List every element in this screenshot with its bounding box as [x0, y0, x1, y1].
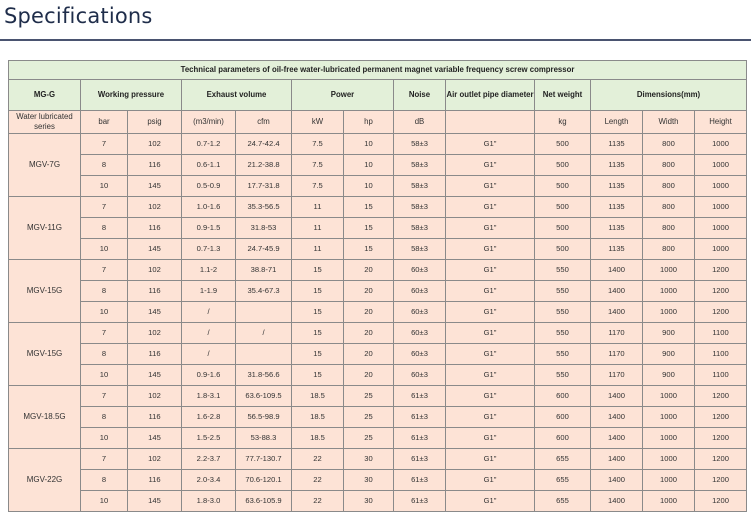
table-cell: G1" [446, 365, 535, 386]
table-row [9, 260, 747, 281]
table-cell: 60±3 [394, 260, 446, 281]
table-cell: 600 [535, 428, 591, 449]
table-cell: 8 [81, 344, 128, 365]
table-cell: 145 [128, 176, 182, 197]
table-cell: 10 [81, 239, 128, 260]
table-cell: 24.7-42.4 [236, 134, 292, 155]
table-cell: G1" [446, 239, 535, 260]
table-cell: G1" [446, 407, 535, 428]
table-row [9, 365, 747, 386]
table-cell: 20 [344, 365, 394, 386]
table-cell: 15 [292, 260, 344, 281]
table-cell: 500 [535, 239, 591, 260]
header-noise: Noise [394, 80, 446, 111]
table-row [9, 176, 747, 197]
table-cell: G1" [446, 155, 535, 176]
table-cell: / [236, 323, 292, 344]
table-cell: G1" [446, 134, 535, 155]
table-cell: G1" [446, 470, 535, 491]
table-cell: 102 [128, 260, 182, 281]
table-row [9, 386, 747, 407]
table-cell: 11 [292, 197, 344, 218]
table-cell: 0.9-1.6 [182, 365, 236, 386]
table-cell: 35.3-56.5 [236, 197, 292, 218]
model-name-cell: MGV-15G [9, 260, 81, 323]
table-cell: 1135 [591, 239, 643, 260]
table-cell: 550 [535, 260, 591, 281]
table-cell: 1000 [643, 302, 695, 323]
table-cell: 1400 [591, 491, 643, 512]
table-cell: 1135 [591, 218, 643, 239]
table-cell: 1000 [643, 260, 695, 281]
table-cell: G1" [446, 302, 535, 323]
table-cell: 102 [128, 323, 182, 344]
table-cell: 0.5-0.9 [182, 176, 236, 197]
table-cell: 1200 [695, 407, 747, 428]
table-cell: 1135 [591, 176, 643, 197]
table-cell: 24.7-45.9 [236, 239, 292, 260]
table-cell: 116 [128, 218, 182, 239]
table-cell: 15 [292, 281, 344, 302]
table-cell: 20 [344, 323, 394, 344]
table-cell: 61±3 [394, 428, 446, 449]
unit-cell: psig [128, 111, 182, 134]
table-cell: 1400 [591, 281, 643, 302]
table-cell: 102 [128, 449, 182, 470]
table-cell: 61±3 [394, 386, 446, 407]
table-cell: 18.5 [292, 428, 344, 449]
table-cell: 7.5 [292, 176, 344, 197]
table-cell: 61±3 [394, 407, 446, 428]
table-cell: / [182, 344, 236, 365]
table-cell: 15 [292, 323, 344, 344]
table-cell: G1" [446, 491, 535, 512]
table-cell: 655 [535, 449, 591, 470]
table-cell [236, 344, 292, 365]
table-cell: 1000 [695, 197, 747, 218]
table-cell: 145 [128, 302, 182, 323]
table-cell: 116 [128, 407, 182, 428]
table-cell: 102 [128, 197, 182, 218]
table-cell: 70.6-120.1 [236, 470, 292, 491]
table-cell: 1-1.9 [182, 281, 236, 302]
table-cell: 60±3 [394, 323, 446, 344]
table-cell: 800 [643, 176, 695, 197]
unit-cell: cfm [236, 111, 292, 134]
table-cell: 145 [128, 239, 182, 260]
table-cell: 7 [81, 386, 128, 407]
table-cell: 600 [535, 386, 591, 407]
table-cell: 1170 [591, 344, 643, 365]
table-cell: 900 [643, 344, 695, 365]
table-cell: 10 [81, 302, 128, 323]
table-cell: 2.0-3.4 [182, 470, 236, 491]
table-cell: 25 [344, 407, 394, 428]
table-cell: 1000 [643, 281, 695, 302]
table-cell: 18.5 [292, 407, 344, 428]
table-cell: 0.7-1.3 [182, 239, 236, 260]
table-cell: 1100 [695, 344, 747, 365]
table-cell: 8 [81, 281, 128, 302]
table-row [9, 344, 747, 365]
table-cell: 500 [535, 197, 591, 218]
unit-cell: Height [695, 111, 747, 134]
model-name-cell: MGV-22G [9, 449, 81, 512]
unit-cell: kW [292, 111, 344, 134]
table-cell: 1000 [643, 407, 695, 428]
table-row [9, 470, 747, 491]
table-cell: 63.6-109.5 [236, 386, 292, 407]
table-cell: 20 [344, 260, 394, 281]
table-cell: 1000 [695, 239, 747, 260]
table-cell: 1200 [695, 470, 747, 491]
unit-cell: Water lubricated series [9, 111, 81, 134]
table-cell: 7 [81, 449, 128, 470]
table-cell: 10 [81, 428, 128, 449]
table-cell: 60±3 [394, 281, 446, 302]
table-cell: 1000 [695, 176, 747, 197]
table-cell: 500 [535, 176, 591, 197]
table-cell: 20 [344, 344, 394, 365]
table-cell: 10 [344, 155, 394, 176]
table-cell: 116 [128, 155, 182, 176]
unit-row [9, 111, 747, 134]
table-row [9, 239, 747, 260]
table-cell: 800 [643, 197, 695, 218]
table-cell: 58±3 [394, 176, 446, 197]
table-cell: 60±3 [394, 365, 446, 386]
table-cell: 30 [344, 470, 394, 491]
table-cell: 31.8-56.6 [236, 365, 292, 386]
header-model: MG-G [9, 80, 81, 111]
table-cell: / [182, 302, 236, 323]
table-cell: 102 [128, 134, 182, 155]
table-cell: 145 [128, 428, 182, 449]
table-cell: 7 [81, 323, 128, 344]
table-cell: 1400 [591, 428, 643, 449]
table-cell: 1200 [695, 386, 747, 407]
table-cell: 1100 [695, 323, 747, 344]
table-cell: 31.8-53 [236, 218, 292, 239]
table-row [9, 428, 747, 449]
unit-cell: (m3/min) [182, 111, 236, 134]
table-cell: 17.7-31.8 [236, 176, 292, 197]
unit-cell: hp [344, 111, 394, 134]
unit-cell: Length [591, 111, 643, 134]
table-cell: G1" [446, 323, 535, 344]
table-cell: 1000 [643, 449, 695, 470]
table-cell: G1" [446, 281, 535, 302]
table-cell: 21.2-38.8 [236, 155, 292, 176]
table-cell: 7 [81, 134, 128, 155]
table-cell: 1135 [591, 155, 643, 176]
table-cell: G1" [446, 449, 535, 470]
table-cell: 1.5-2.5 [182, 428, 236, 449]
unit-cell: bar [81, 111, 128, 134]
table-cell: 10 [81, 491, 128, 512]
table-cell: 550 [535, 344, 591, 365]
table-cell: 77.7-130.7 [236, 449, 292, 470]
table-cell: 1200 [695, 491, 747, 512]
table-cell: 22 [292, 491, 344, 512]
header-working-pressure: Working pressure [81, 80, 182, 111]
table-cell: 15 [292, 302, 344, 323]
table-cell: 25 [344, 428, 394, 449]
table-cell: G1" [446, 428, 535, 449]
table-cell: 1400 [591, 407, 643, 428]
unit-cell [446, 111, 535, 134]
table-cell: 500 [535, 155, 591, 176]
table-cell: 63.6-105.9 [236, 491, 292, 512]
table-cell: 8 [81, 218, 128, 239]
table-cell: 18.5 [292, 386, 344, 407]
table-cell: 116 [128, 344, 182, 365]
model-name-cell: MGV-15G [9, 323, 81, 386]
table-cell: 7 [81, 197, 128, 218]
table-cell: 116 [128, 470, 182, 491]
table-cell: 655 [535, 491, 591, 512]
table-cell: 1000 [695, 218, 747, 239]
table-cell: 15 [292, 344, 344, 365]
model-name-cell: MGV-7G [9, 134, 81, 197]
table-cell: 145 [128, 365, 182, 386]
table-cell: 800 [643, 239, 695, 260]
table-cell: 1100 [695, 365, 747, 386]
table-cell: G1" [446, 344, 535, 365]
table-cell: 800 [643, 218, 695, 239]
table-cell: 58±3 [394, 155, 446, 176]
table-cell: 900 [643, 323, 695, 344]
table-row [9, 407, 747, 428]
table-cell: 10 [81, 365, 128, 386]
table-cell: 7.5 [292, 134, 344, 155]
header-dimensions: Dimensions(mm) [591, 80, 747, 111]
table-cell: 500 [535, 134, 591, 155]
table-cell: 1.1-2 [182, 260, 236, 281]
table-cell: 7.5 [292, 155, 344, 176]
table-cell: 15 [292, 365, 344, 386]
table-cell: 116 [128, 281, 182, 302]
table-cell: 8 [81, 407, 128, 428]
table-caption: Technical parameters of oil-free water-lubricated permanent magnet variable frequency screw compressor [9, 61, 747, 80]
table-cell: 61±3 [394, 491, 446, 512]
table-cell: 800 [643, 134, 695, 155]
unit-cell: kg [535, 111, 591, 134]
header-air-outlet: Air outlet pipe diameter [446, 80, 535, 111]
table-cell: 1400 [591, 260, 643, 281]
table-cell: 1135 [591, 197, 643, 218]
table-cell: 10 [81, 176, 128, 197]
table-cell: 550 [535, 302, 591, 323]
model-name-cell: MGV-11G [9, 197, 81, 260]
table-cell: / [182, 323, 236, 344]
table-cell: 15 [344, 239, 394, 260]
table-cell: 550 [535, 281, 591, 302]
table-cell: 1400 [591, 470, 643, 491]
table-cell: 1170 [591, 323, 643, 344]
table-cell: 30 [344, 491, 394, 512]
table-row [9, 218, 747, 239]
table-cell: 550 [535, 365, 591, 386]
table-cell: 600 [535, 407, 591, 428]
table-row [9, 302, 747, 323]
table-cell: 1000 [643, 428, 695, 449]
table-row [9, 281, 747, 302]
header-power: Power [292, 80, 394, 111]
table-cell: 900 [643, 365, 695, 386]
table-cell: 20 [344, 302, 394, 323]
table-row [9, 449, 747, 470]
table-cell: 56.5-98.9 [236, 407, 292, 428]
table-cell: 0.7-1.2 [182, 134, 236, 155]
table-cell: 1.8-3.0 [182, 491, 236, 512]
unit-cell: Width [643, 111, 695, 134]
table-cell: G1" [446, 386, 535, 407]
table-cell: 0.9-1.5 [182, 218, 236, 239]
table-cell: 1000 [643, 470, 695, 491]
specifications-table [8, 60, 747, 512]
table-cell: 30 [344, 449, 394, 470]
table-cell: 58±3 [394, 239, 446, 260]
table-cell: 8 [81, 470, 128, 491]
table-cell [236, 302, 292, 323]
table-cell: 1170 [591, 365, 643, 386]
table-cell: 25 [344, 386, 394, 407]
table-cell: 1.8-3.1 [182, 386, 236, 407]
table-cell: 1400 [591, 386, 643, 407]
table-cell: 58±3 [394, 218, 446, 239]
table-cell: 8 [81, 155, 128, 176]
table-cell: G1" [446, 218, 535, 239]
table-cell: 35.4-67.3 [236, 281, 292, 302]
model-name-cell: MGV-18.5G [9, 386, 81, 449]
table-cell: 2.2-3.7 [182, 449, 236, 470]
table-cell: 1135 [591, 134, 643, 155]
table-cell: 61±3 [394, 449, 446, 470]
table-cell: 10 [344, 176, 394, 197]
table-cell: 11 [292, 239, 344, 260]
page-title: Specifications [4, 4, 153, 28]
table-row [9, 323, 747, 344]
table-row [9, 491, 747, 512]
table-cell: 1000 [695, 155, 747, 176]
table-cell: 145 [128, 491, 182, 512]
table-cell: 22 [292, 470, 344, 491]
table-cell: 1000 [643, 491, 695, 512]
table-cell: 1000 [695, 134, 747, 155]
table-cell: 1400 [591, 449, 643, 470]
table-row [9, 197, 747, 218]
header-exhaust-volume: Exhaust volume [182, 80, 292, 111]
table-cell: 1000 [643, 386, 695, 407]
table-cell: 655 [535, 470, 591, 491]
table-cell: 15 [344, 218, 394, 239]
table-cell: 58±3 [394, 134, 446, 155]
title-divider [0, 39, 751, 41]
table-cell: 58±3 [394, 197, 446, 218]
table-row [9, 155, 747, 176]
table-cell: 38.8-71 [236, 260, 292, 281]
table-cell: 102 [128, 386, 182, 407]
header-net-weight: Net weight [535, 80, 591, 111]
table-cell: 500 [535, 218, 591, 239]
table-cell: G1" [446, 260, 535, 281]
table-cell: G1" [446, 197, 535, 218]
table-cell: 1200 [695, 281, 747, 302]
table-cell: 550 [535, 323, 591, 344]
table-cell: 11 [292, 218, 344, 239]
table-cell: 0.6-1.1 [182, 155, 236, 176]
table-cell: 10 [344, 134, 394, 155]
table-cell: 1.6-2.8 [182, 407, 236, 428]
table-row [9, 134, 747, 155]
table-cell: 1200 [695, 428, 747, 449]
table-cell: 53-88.3 [236, 428, 292, 449]
table-cell: 60±3 [394, 344, 446, 365]
table-cell: 60±3 [394, 302, 446, 323]
table-cell: 1200 [695, 260, 747, 281]
table-cell: 15 [344, 197, 394, 218]
table-cell: 7 [81, 260, 128, 281]
table-cell: 1200 [695, 302, 747, 323]
table-cell: 1200 [695, 449, 747, 470]
table-cell: 1.0-1.6 [182, 197, 236, 218]
table-cell: 800 [643, 155, 695, 176]
table-cell: G1" [446, 176, 535, 197]
table-cell: 1400 [591, 302, 643, 323]
table-cell: 22 [292, 449, 344, 470]
table-cell: 61±3 [394, 470, 446, 491]
table-cell: 20 [344, 281, 394, 302]
unit-cell: dB [394, 111, 446, 134]
